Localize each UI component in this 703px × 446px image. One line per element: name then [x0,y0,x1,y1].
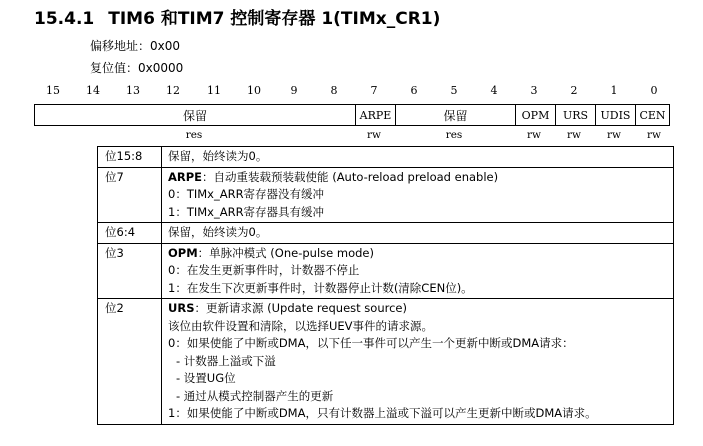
bit-number: 7 [370,84,378,97]
access-arpe: rw [366,129,381,141]
description-line: - 通过从模式控制器产生的更新 [176,388,334,403]
field-name: URS [168,301,195,315]
bit-number: 14 [86,84,100,97]
section-number: 15.4.1 [34,9,95,29]
bit-number: 1 [610,84,618,97]
field-name: OPM [168,245,198,260]
field-title: ：单脉冲模式 (One-pulse mode) [197,245,374,260]
offset-label: 偏移地址： [90,39,151,53]
description-title [168,245,667,263]
field-title: ：自动重装载预装载使能 (Auto-reload preload enable) [202,169,499,184]
section-heading [34,4,440,29]
access-cen: rw [646,129,661,141]
bit-description [162,167,674,223]
table-row [98,223,674,244]
bit-description [162,299,674,425]
description-line: 保留，始终读为0。 [168,225,268,239]
field-reserved-mid: 保留 [395,105,515,125]
description-title [168,169,667,187]
field-arpe: ARPE [355,105,395,125]
bit-number: 2 [570,84,578,97]
access-reserved-mid: res [445,129,463,141]
table-row [98,243,674,299]
bit-description [162,243,674,299]
bit-range: 位6:4 [98,223,162,244]
description-line: 1：TIMx_ARR寄存器具有缓冲 [168,204,325,219]
description-line: 1：如果使能了中断或DMA，只有计数器上溢或下溢可以产生更新中断或DMA请求。 [168,406,597,420]
field-title: ：更新请求源 (Update request source) [194,301,407,315]
description-line: 1：在发生下次更新事件时，计数器停止计数(清除CEN位)。 [168,280,473,295]
bit-range: 位7 [98,167,162,223]
description-line: - 设置UG位 [176,371,236,385]
bit-range: 位2 [98,299,162,425]
bit-number: 15 [46,84,60,97]
bit-number: 9 [290,84,298,97]
bit-description-table [97,146,674,425]
bit-number: 6 [410,84,418,97]
bit-number: 8 [330,84,338,97]
field-cen: CEN [635,105,669,125]
bit-number: 12 [166,84,180,97]
bit-number: 5 [450,84,458,97]
bit-number: 13 [126,84,140,97]
description-line: 该位由软件设置和清除，以选择UEV事件的请求源。 [168,318,434,333]
bit-number: 11 [207,84,221,97]
bit-number: 3 [530,84,538,97]
access-opm: rw [526,129,541,141]
offset-value: 0x00 [150,39,181,53]
table-row [98,167,674,223]
offset-address [90,37,180,54]
bit-number: 10 [247,84,261,97]
field-udis: UDIS [595,105,635,125]
access-reserved-high: res [185,129,203,141]
bit-number: 4 [490,84,498,97]
field-name: ARPE [168,169,203,184]
reset-label: 复位值： [90,61,139,75]
description-line: 0：在发生更新事件时，计数器不停止 [168,263,360,277]
bit-description [162,147,674,168]
description-title [168,300,667,318]
reset-value [90,59,183,76]
field-urs: URS [555,105,595,125]
description-line: 保留，始终读为0。 [168,149,268,163]
field-reserved-high: 保留 [182,108,207,123]
bit-range: 位3 [98,243,162,299]
access-urs: rw [566,129,581,141]
bit-number: 0 [650,84,658,97]
table-row [98,147,674,168]
bit-description [162,223,674,244]
description-line: - 计数器上溢或下溢 [176,353,276,368]
field-opm: OPM [515,105,555,125]
description-line: 0：TIMx_ARR寄存器没有缓冲 [168,187,325,201]
bit-range: 位15:8 [98,147,162,168]
register-diagram [34,104,670,126]
section-title: TIM6 和TIM7 控制寄存器 1(TIMx_CR1) [108,9,441,29]
reset-value-text: 0x0000 [138,61,184,75]
table-row [98,299,674,425]
access-udis: rw [606,129,621,141]
description-line: 0：如果使能了中断或DMA，以下任一事件可以产生一个更新中断或DMA请求： [168,336,574,350]
